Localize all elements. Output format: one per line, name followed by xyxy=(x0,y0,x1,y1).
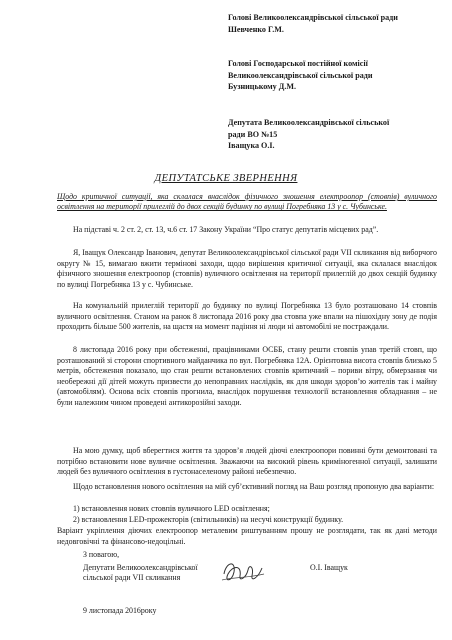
signature-greeting: З повагою, xyxy=(83,550,120,559)
signature-position-line2: сільської ради VII скликання xyxy=(83,573,181,582)
list-item: 2) встановлення LED-прожекторів (світильників) на несучі конструкції будинку. xyxy=(73,514,344,524)
addressee-block-2 xyxy=(228,58,443,93)
addressee-line: Іващука О.І. xyxy=(228,141,275,151)
paragraph-proposal: Щодо встановлення нового освітлення на мій суб’єктивний погляд на Ваш розгляд пропоную два варіанти: xyxy=(73,482,435,491)
paragraph-demand: Я, Іващук Олександр Іванович, депутат Великоолександрівської сільської ради VII скликання від виборчого округу № 15, вимагаю вжити термінові заходи, щодо вирішення критичної ситуації, яка склалася внаслідок фізичного зношення електроопор (стовпів) вуличного освітлення на території прилеглій до двох секцій будинку по вулиці Погребняка 13 у с. Чубинське. xyxy=(57,248,437,289)
list-item: 1) встановлення нових стовпів вуличного LED освітлення; xyxy=(73,504,270,513)
paragraph-situation: На комунальній прилеглій території до будинку по вулиці Погребняка 13 було розташовано 14 стовпів вуличного освітлення. Станом на ранок 8 листопада 2016 року два стовпа уже впали на пішохідну зону де подія проходить більше 500 жителів, на щастя на момент падіння ні люди ні автомобілі не постраждали. xyxy=(57,301,437,331)
signature-name: О.І. Іващук xyxy=(310,563,348,572)
paragraph-legal-basis: На підставі ч. 2 ст. 2, ст. 13, ч.6 ст. 17 Закону України “Про статус депутатів місцевих рад”. xyxy=(73,225,379,234)
addressee-block-1 xyxy=(228,12,443,35)
signature-date: 9 листопада 2016року xyxy=(83,606,157,615)
addressee-line: Голові Господарської постійної комісії xyxy=(228,59,368,68)
document-subject: Щодо критичної ситуації, яка склалася внаслідок фізичного зношення електроопор (стовпів) вуличного освітлення на території прилеглій до двох секцій будинку по вулиці Погребняка 13 у с. Чубинське. xyxy=(57,192,437,212)
paragraph-opinion: На мою думку, щоб вберегтися життя та здоров’я людей діючі електроопори повинні бути демонтовані та потрібно встановити нове вуличне освітлення. Зважаючи на високий рівень криміногенної ситуації, залишати людей без вуличного освітлення в густонаселеному районі небезпечно. xyxy=(57,446,437,476)
paragraph-inspection: 8 листопада 2016 року при обстеженні, працівниками ОСББ, стану решти стовпів упав третій стовп, що розташований зі сторони спортивного майданчика по вул. Погребняка 12А. Орієнтовна висота стовпів близько 5 метрів, обстеження показало, що стан решти встановлених стовпів критичний – пориви вітру, обмерзання чи необережні дії дітей можуть призвести до непоправних наслідків, як для шкоди здоров’ю жителів так і майну (автомобілям). Основа всіх стовпів прогнила, внаслідок порушення технології встановлення обладнання – не були належним чином проведені антикорозійні заходи. xyxy=(57,345,437,407)
handwritten-signature-icon xyxy=(218,556,266,588)
document-title: ДЕПУТАТСЬКЕ ЗВЕРНЕННЯ xyxy=(154,173,298,184)
paragraph-closing: Варіант укріплення діючих електроопор металевим риштуванням прошу не розглядати, так як дані методи недовговічні та фінансово-недоцільні. xyxy=(57,526,437,546)
signature-position-line1: Депутати Великоолександрівської xyxy=(83,563,198,572)
addressee-block-3 xyxy=(228,117,443,152)
addressee-line: Бузницькому Д.М. xyxy=(228,82,297,92)
addressee-line: Шевченко Г.М. xyxy=(228,24,284,34)
addressee-line: Депутата Великоолександрівської сільської xyxy=(228,118,390,127)
addressee-line: Голові Великоолександрівської сільської ради xyxy=(228,13,398,22)
addressee-line: ради ВО №15 xyxy=(228,129,278,139)
options-list xyxy=(57,504,437,525)
addressee-line: Великоолександрівської сільської ради xyxy=(228,70,373,80)
